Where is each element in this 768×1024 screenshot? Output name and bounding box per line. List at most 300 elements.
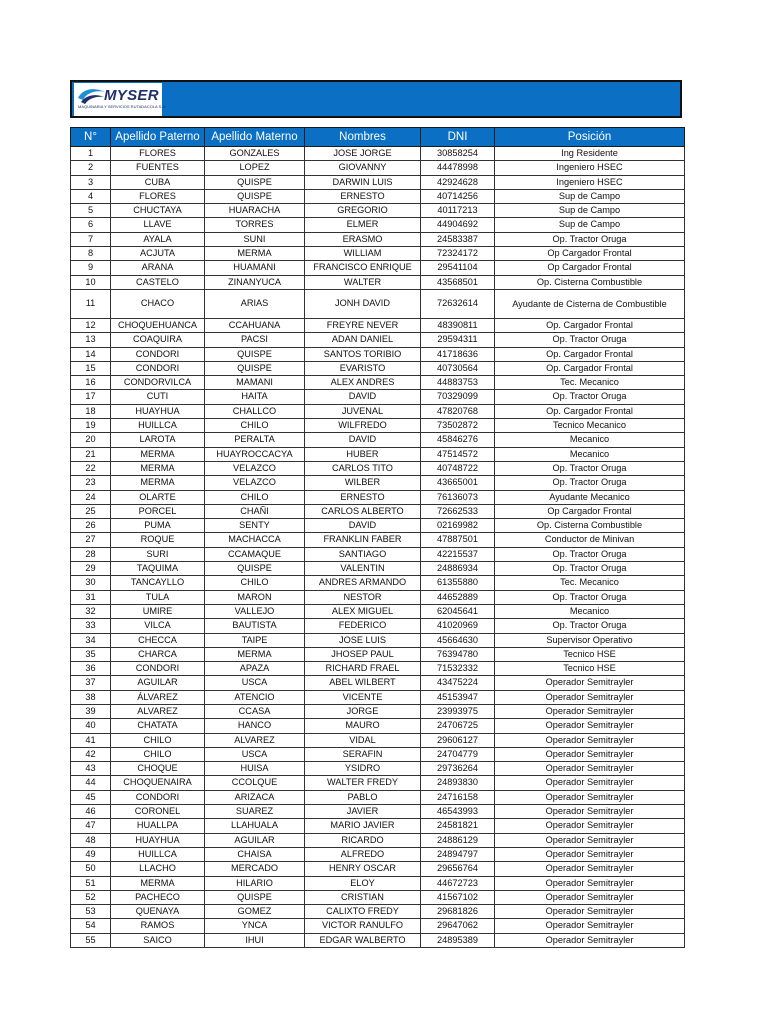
cell-dni: 42924628 (421, 175, 495, 189)
cell-dni: 24716158 (421, 790, 495, 804)
cell-posicion: Op. Tractor Oruga (495, 619, 685, 633)
cell-nombres: NESTOR (305, 590, 421, 604)
cell-apellido-paterno: VILCA (111, 619, 205, 633)
cell-posicion: Operador Semitrayler (495, 905, 685, 919)
cell-nombres: WALTER FREDY (305, 776, 421, 790)
cell-number: 4 (71, 189, 111, 203)
table-row (71, 261, 685, 275)
cell-posicion: Operador Semitrayler (495, 919, 685, 933)
cell-posicion: Mecanico (495, 433, 685, 447)
cell-number: 13 (71, 333, 111, 347)
table-row (71, 662, 685, 676)
cell-nombres: ERNESTO (305, 490, 421, 504)
cell-dni: 29541104 (421, 261, 495, 275)
cell-nombres: WILBER (305, 476, 421, 490)
cell-dni: 44904692 (421, 218, 495, 232)
table-row (71, 733, 685, 747)
cell-number: 16 (71, 376, 111, 390)
cell-apellido-paterno: AGUILAR (111, 676, 205, 690)
table-row (71, 318, 685, 332)
cell-apellido-paterno: CONDORVILCA (111, 376, 205, 390)
cell-number: 39 (71, 704, 111, 718)
cell-number: 8 (71, 247, 111, 261)
cell-number: 17 (71, 390, 111, 404)
cell-dni: 71532332 (421, 662, 495, 676)
cell-posicion: Op. Tractor Oruga (495, 333, 685, 347)
cell-nombres: PABLO (305, 790, 421, 804)
cell-dni: 24886129 (421, 833, 495, 847)
table-row (71, 247, 685, 261)
cell-dni: 61355880 (421, 576, 495, 590)
cell-number: 47 (71, 819, 111, 833)
cell-apellido-materno: APAZA (205, 662, 305, 676)
cell-apellido-paterno: FUENTES (111, 161, 205, 175)
cell-apellido-materno: VELAZCO (205, 476, 305, 490)
cell-nombres: MAURO (305, 719, 421, 733)
cell-posicion: Mecanico (495, 604, 685, 618)
cell-number: 2 (71, 161, 111, 175)
table-row (71, 390, 685, 404)
cell-apellido-paterno: ARANA (111, 261, 205, 275)
cell-apellido-materno: GONZALES (205, 147, 305, 161)
cell-apellido-materno: AGUILAR (205, 833, 305, 847)
cell-number: 10 (71, 275, 111, 289)
cell-nombres: JOSE JORGE (305, 147, 421, 161)
cell-number: 55 (71, 933, 111, 947)
cell-apellido-materno: ZINANYUCA (205, 275, 305, 289)
cell-apellido-materno: PERALTA (205, 433, 305, 447)
cell-nombres: CARLOS ALBERTO (305, 504, 421, 518)
cell-dni: 29681826 (421, 905, 495, 919)
cell-nombres: VALENTIN (305, 562, 421, 576)
header-number: N° (71, 128, 111, 147)
cell-posicion: Op. Cisterna Combustible (495, 519, 685, 533)
table-row (71, 504, 685, 518)
cell-posicion: Ayudante de Cisterna de Combustible (495, 289, 685, 318)
cell-apellido-paterno: CONDORI (111, 662, 205, 676)
cell-dni: 43475224 (421, 676, 495, 690)
cell-dni: 76136073 (421, 490, 495, 504)
cell-posicion: Operador Semitrayler (495, 690, 685, 704)
cell-number: 31 (71, 590, 111, 604)
cell-apellido-materno: VELAZCO (205, 461, 305, 475)
cell-nombres: SANTIAGO (305, 547, 421, 561)
cell-apellido-materno: CHAISA (205, 847, 305, 861)
cell-dni: 29606127 (421, 733, 495, 747)
cell-number: 42 (71, 747, 111, 761)
cell-apellido-materno: ARIZACA (205, 790, 305, 804)
cell-apellido-paterno: CHACO (111, 289, 205, 318)
cell-apellido-materno: GOMEZ (205, 905, 305, 919)
cell-dni: 42215537 (421, 547, 495, 561)
cell-number: 22 (71, 461, 111, 475)
cell-apellido-paterno: TULA (111, 590, 205, 604)
cell-apellido-paterno: MERMA (111, 447, 205, 461)
table-row (71, 590, 685, 604)
header-posicion: Posición (495, 128, 685, 147)
cell-nombres: GREGORIO (305, 204, 421, 218)
cell-nombres: EDGAR WALBERTO (305, 933, 421, 947)
cell-apellido-materno: HAITA (205, 390, 305, 404)
cell-number: 26 (71, 519, 111, 533)
cell-apellido-materno: QUISPE (205, 890, 305, 904)
cell-nombres: VICTOR RANULFO (305, 919, 421, 933)
cell-nombres: JUVENAL (305, 404, 421, 418)
cell-apellido-paterno: RAMOS (111, 919, 205, 933)
cell-posicion: Op. Tractor Oruga (495, 590, 685, 604)
cell-posicion: Operador Semitrayler (495, 876, 685, 890)
cell-posicion: Operador Semitrayler (495, 776, 685, 790)
cell-posicion: Tec. Mecanico (495, 376, 685, 390)
cell-apellido-paterno: FLORES (111, 189, 205, 203)
table-row (71, 905, 685, 919)
cell-dni: 02169982 (421, 519, 495, 533)
cell-posicion: Operador Semitrayler (495, 790, 685, 804)
cell-posicion: Op. Tractor Oruga (495, 476, 685, 490)
header-apellido-paterno: Apellido Paterno (111, 128, 205, 147)
cell-posicion: Op. Cargador Frontal (495, 347, 685, 361)
table-row (71, 647, 685, 661)
cell-dni: 45153947 (421, 690, 495, 704)
cell-nombres: ERNESTO (305, 189, 421, 203)
cell-dni: 44883753 (421, 376, 495, 390)
cell-apellido-materno: SENTY (205, 519, 305, 533)
table-row (71, 476, 685, 490)
cell-apellido-paterno: AYALA (111, 232, 205, 246)
cell-number: 24 (71, 490, 111, 504)
cell-posicion: Operador Semitrayler (495, 890, 685, 904)
cell-number: 11 (71, 289, 111, 318)
cell-dni: 40730564 (421, 361, 495, 375)
table-row (71, 347, 685, 361)
cell-nombres: FEDERICO (305, 619, 421, 633)
cell-number: 43 (71, 762, 111, 776)
table-row (71, 576, 685, 590)
cell-dni: 62045641 (421, 604, 495, 618)
cell-posicion: Ing Residente (495, 147, 685, 161)
cell-nombres: ELMER (305, 218, 421, 232)
cell-posicion: Operador Semitrayler (495, 719, 685, 733)
table-row (71, 519, 685, 533)
table-row (71, 919, 685, 933)
table-row (71, 719, 685, 733)
cell-apellido-paterno: CHECCA (111, 633, 205, 647)
cell-number: 52 (71, 890, 111, 904)
table-row (71, 404, 685, 418)
cell-posicion: Conductor de Minivan (495, 533, 685, 547)
cell-apellido-materno: TORRES (205, 218, 305, 232)
cell-nombres: ADAN DANIEL (305, 333, 421, 347)
table-row (71, 876, 685, 890)
cell-nombres: CRISTIAN (305, 890, 421, 904)
cell-nombres: DAVID (305, 390, 421, 404)
table-body (71, 147, 685, 948)
cell-apellido-materno: CHILO (205, 419, 305, 433)
cell-dni: 29736264 (421, 762, 495, 776)
cell-posicion: Op. Cargador Frontal (495, 404, 685, 418)
cell-apellido-materno: CHILO (205, 490, 305, 504)
cell-apellido-paterno: HUILLCA (111, 847, 205, 861)
cell-number: 49 (71, 847, 111, 861)
table-row (71, 204, 685, 218)
cell-dni: 45846276 (421, 433, 495, 447)
cell-number: 5 (71, 204, 111, 218)
table-row (71, 232, 685, 246)
cell-nombres: JHOSEP PAUL (305, 647, 421, 661)
cell-number: 46 (71, 805, 111, 819)
cell-number: 29 (71, 562, 111, 576)
cell-dni: 44478998 (421, 161, 495, 175)
cell-apellido-paterno: CHILO (111, 747, 205, 761)
table-row (71, 361, 685, 375)
cell-nombres: JAVIER (305, 805, 421, 819)
table-row (71, 562, 685, 576)
logo-swoosh-icon (77, 86, 107, 106)
cell-number: 37 (71, 676, 111, 690)
cell-dni: 44652889 (421, 590, 495, 604)
cell-apellido-paterno: HUALLPA (111, 819, 205, 833)
cell-apellido-paterno: CUBA (111, 175, 205, 189)
cell-dni: 47887501 (421, 533, 495, 547)
cell-number: 9 (71, 261, 111, 275)
cell-number: 50 (71, 862, 111, 876)
cell-dni: 70329099 (421, 390, 495, 404)
cell-apellido-paterno: CHATATA (111, 719, 205, 733)
cell-posicion: Op Cargador Frontal (495, 261, 685, 275)
cell-apellido-paterno: ÁLVAREZ (111, 690, 205, 704)
cell-apellido-materno: HUAMANI (205, 261, 305, 275)
table-row (71, 175, 685, 189)
table-row (71, 333, 685, 347)
cell-number: 28 (71, 547, 111, 561)
cell-apellido-materno: LLAHUALA (205, 819, 305, 833)
table-row (71, 790, 685, 804)
cell-number: 33 (71, 619, 111, 633)
cell-posicion: Operador Semitrayler (495, 862, 685, 876)
cell-nombres: MARIO JAVIER (305, 819, 421, 833)
cell-posicion: Op. Tractor Oruga (495, 562, 685, 576)
cell-posicion: Op. Tractor Oruga (495, 232, 685, 246)
header-dni: DNI (421, 128, 495, 147)
cell-number: 15 (71, 361, 111, 375)
table-row (71, 547, 685, 561)
cell-nombres: YSIDRO (305, 762, 421, 776)
cell-apellido-paterno: PORCEL (111, 504, 205, 518)
cell-dni: 40748722 (421, 461, 495, 475)
cell-nombres: FREYRE NEVER (305, 318, 421, 332)
cell-number: 12 (71, 318, 111, 332)
cell-nombres: ALFREDO (305, 847, 421, 861)
cell-apellido-paterno: HUAYHUA (111, 833, 205, 847)
cell-apellido-paterno: HUILLCA (111, 419, 205, 433)
cell-apellido-paterno: CHOQUEHUANCA (111, 318, 205, 332)
cell-dni: 41567102 (421, 890, 495, 904)
cell-posicion: Ingeniero HSEC (495, 175, 685, 189)
cell-posicion: Sup de Campo (495, 204, 685, 218)
cell-apellido-paterno: FLORES (111, 147, 205, 161)
cell-apellido-paterno: TANCAYLLO (111, 576, 205, 590)
cell-apellido-paterno: PACHECO (111, 890, 205, 904)
cell-nombres: SERAFIN (305, 747, 421, 761)
cell-nombres: ANDRES ARMANDO (305, 576, 421, 590)
cell-apellido-materno: HUISA (205, 762, 305, 776)
cell-dni: 41718636 (421, 347, 495, 361)
cell-posicion: Operador Semitrayler (495, 805, 685, 819)
cell-number: 40 (71, 719, 111, 733)
cell-nombres: RICARDO (305, 833, 421, 847)
cell-apellido-materno: QUISPE (205, 347, 305, 361)
cell-number: 25 (71, 504, 111, 518)
cell-nombres: EVARISTO (305, 361, 421, 375)
cell-posicion: Ayudante Mecanico (495, 490, 685, 504)
cell-nombres: WALTER (305, 275, 421, 289)
cell-dni: 24581821 (421, 819, 495, 833)
cell-apellido-paterno: CONDORI (111, 790, 205, 804)
cell-dni: 41020969 (421, 619, 495, 633)
cell-number: 1 (71, 147, 111, 161)
cell-dni: 47514572 (421, 447, 495, 461)
cell-posicion: Operador Semitrayler (495, 762, 685, 776)
cell-dni: 24704779 (421, 747, 495, 761)
cell-apellido-paterno: ALVAREZ (111, 704, 205, 718)
cell-dni: 30858254 (421, 147, 495, 161)
cell-apellido-materno: IHUI (205, 933, 305, 947)
cell-posicion: Supervisor Operativo (495, 633, 685, 647)
cell-apellido-paterno: ACJUTA (111, 247, 205, 261)
cell-posicion: Tec. Mecanico (495, 576, 685, 590)
cell-nombres: GIOVANNY (305, 161, 421, 175)
cell-nombres: ALEX MIGUEL (305, 604, 421, 618)
table-row (71, 747, 685, 761)
table-row (71, 704, 685, 718)
cell-apellido-materno: MARON (205, 590, 305, 604)
cell-apellido-materno: SUNI (205, 232, 305, 246)
cell-nombres: ABEL WILBERT (305, 676, 421, 690)
table-row (71, 189, 685, 203)
cell-dni: 24895389 (421, 933, 495, 947)
cell-nombres: HENRY OSCAR (305, 862, 421, 876)
table-row (71, 676, 685, 690)
cell-apellido-materno: CHAÑI (205, 504, 305, 518)
cell-posicion: Operador Semitrayler (495, 747, 685, 761)
cell-apellido-materno: HANCO (205, 719, 305, 733)
cell-number: 7 (71, 232, 111, 246)
cell-apellido-paterno: CONDORI (111, 361, 205, 375)
company-logo (74, 83, 167, 116)
cell-dni: 48390811 (421, 318, 495, 332)
cell-apellido-materno: CHALLCO (205, 404, 305, 418)
cell-posicion: Mecanico (495, 447, 685, 461)
cell-number: 6 (71, 218, 111, 232)
cell-apellido-materno: VALLEJO (205, 604, 305, 618)
header-apellido-materno: Apellido Materno (205, 128, 305, 147)
cell-apellido-materno: MERMA (205, 247, 305, 261)
table-row (71, 604, 685, 618)
cell-nombres: WILFREDO (305, 419, 421, 433)
cell-apellido-paterno: OLARTE (111, 490, 205, 504)
cell-number: 36 (71, 662, 111, 676)
table-row (71, 447, 685, 461)
cell-apellido-paterno: UMIRE (111, 604, 205, 618)
cell-apellido-materno: TAIPE (205, 633, 305, 647)
cell-apellido-materno: ALVAREZ (205, 733, 305, 747)
cell-posicion: Op. Cargador Frontal (495, 318, 685, 332)
cell-apellido-materno: CCAMAQUE (205, 547, 305, 561)
table-row (71, 847, 685, 861)
personnel-table (70, 127, 685, 948)
cell-posicion: Operador Semitrayler (495, 847, 685, 861)
cell-posicion: Tecnico HSE (495, 647, 685, 661)
cell-posicion: Op. Tractor Oruga (495, 461, 685, 475)
table-row (71, 433, 685, 447)
cell-number: 53 (71, 905, 111, 919)
table-row (71, 619, 685, 633)
cell-apellido-materno: CCOLQUE (205, 776, 305, 790)
cell-dni: 29656764 (421, 862, 495, 876)
table-row (71, 805, 685, 819)
cell-apellido-materno: QUISPE (205, 189, 305, 203)
cell-nombres: ELOY (305, 876, 421, 890)
cell-number: 30 (71, 576, 111, 590)
cell-apellido-materno: USCA (205, 676, 305, 690)
cell-number: 23 (71, 476, 111, 490)
table-row (71, 533, 685, 547)
cell-apellido-materno: ATENCIO (205, 690, 305, 704)
cell-apellido-materno: HILARIO (205, 876, 305, 890)
cell-nombres: VICENTE (305, 690, 421, 704)
cell-nombres: VIDAL (305, 733, 421, 747)
cell-apellido-paterno: CONDORI (111, 347, 205, 361)
cell-nombres: CALIXTO FREDY (305, 905, 421, 919)
cell-dni: 73502872 (421, 419, 495, 433)
table-row (71, 490, 685, 504)
cell-apellido-paterno: CORONEL (111, 805, 205, 819)
cell-apellido-paterno: LAROTA (111, 433, 205, 447)
table-row (71, 862, 685, 876)
cell-posicion: Tecnico Mecanico (495, 419, 685, 433)
logo-tagline: MAQUINARIA Y SERVICIOS RUTADACOLA S.A. (78, 104, 167, 109)
cell-apellido-paterno: ROQUE (111, 533, 205, 547)
table-row (71, 376, 685, 390)
cell-nombres: FRANCISCO ENRIQUE (305, 261, 421, 275)
cell-dni: 47820768 (421, 404, 495, 418)
cell-apellido-paterno: CHARCA (111, 647, 205, 661)
logo-wordmark: MYSER (104, 87, 159, 104)
cell-apellido-materno: MACHACCA (205, 533, 305, 547)
cell-dni: 43568501 (421, 275, 495, 289)
cell-number: 18 (71, 404, 111, 418)
cell-number: 21 (71, 447, 111, 461)
cell-dni: 24886934 (421, 562, 495, 576)
cell-nombres: FRANKLIN FABER (305, 533, 421, 547)
cell-nombres: DAVID (305, 519, 421, 533)
cell-nombres: DAVID (305, 433, 421, 447)
cell-apellido-materno: QUISPE (205, 562, 305, 576)
table-header-row (71, 128, 685, 147)
cell-nombres: CARLOS TITO (305, 461, 421, 475)
cell-posicion: Op. Tractor Oruga (495, 390, 685, 404)
cell-number: 32 (71, 604, 111, 618)
cell-nombres: DARWIN LUIS (305, 175, 421, 189)
cell-apellido-paterno: LLAVE (111, 218, 205, 232)
cell-number: 44 (71, 776, 111, 790)
cell-apellido-materno: PACSI (205, 333, 305, 347)
cell-dni: 29647062 (421, 919, 495, 933)
table-row (71, 161, 685, 175)
cell-posicion: Operador Semitrayler (495, 833, 685, 847)
cell-apellido-materno: MERMA (205, 647, 305, 661)
cell-apellido-materno: ARIAS (205, 289, 305, 318)
